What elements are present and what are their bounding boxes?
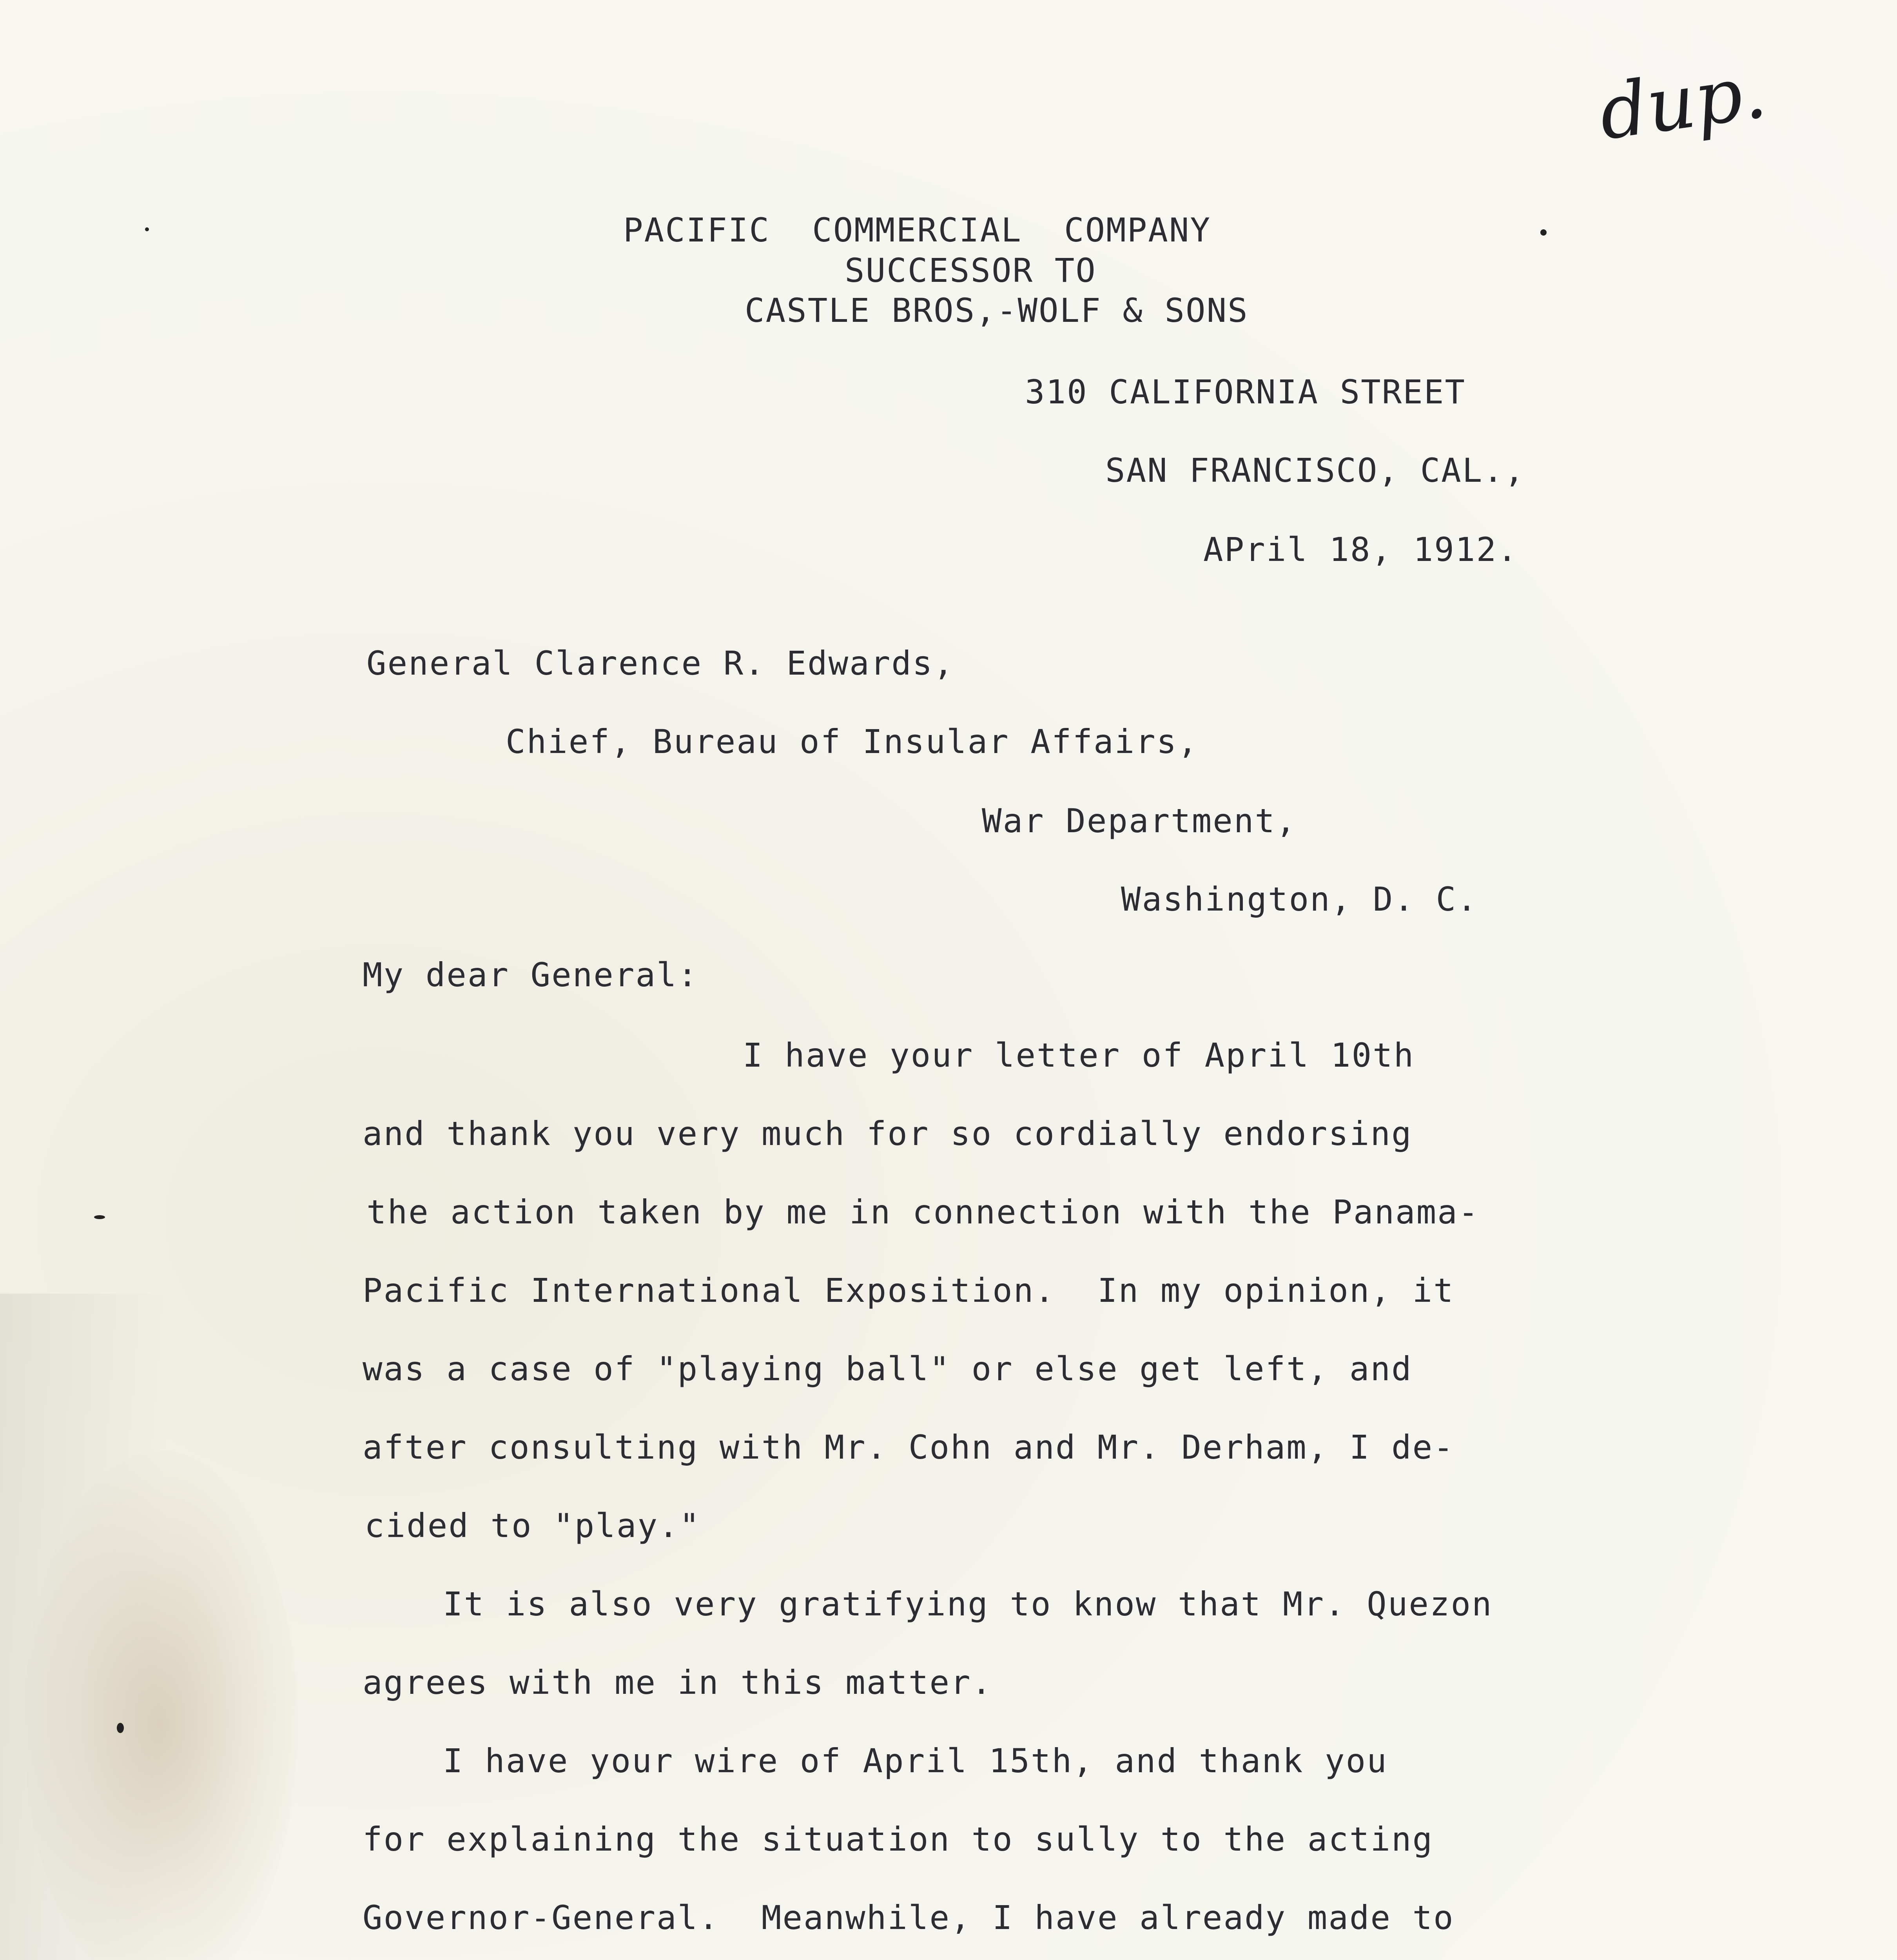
body-line: the action taken by me in connection with the Panama- [366, 1193, 1480, 1231]
paper-speck [117, 1723, 124, 1733]
body-line: I have your letter of April 10th [743, 1036, 1415, 1074]
paper-speck [1540, 229, 1547, 236]
body-line: It is also very gratifying to know that Mr. Quezon [443, 1585, 1493, 1623]
paper-speck [145, 227, 149, 231]
address-street: 310 CALIFORNIA STREET [1025, 373, 1466, 411]
handwritten-annotation: dup. [1594, 47, 1772, 157]
body-line: I have your wire of April 15th, and thank you [443, 1742, 1388, 1780]
body-line: cided to "play." [365, 1506, 701, 1545]
address-city: SAN FRANCISCO, CAL., [1105, 451, 1525, 490]
body-line: after consulting with Mr. Cohn and Mr. Derham, I de- [363, 1428, 1454, 1466]
body-line: and thank you very much for so cordially endorsing [363, 1114, 1413, 1153]
body-line: Pacific International Exposition. In my opinion, it [363, 1271, 1454, 1310]
letterhead-successor: SUCCESSOR TO [845, 251, 1097, 290]
body-line: was a case of "playing ball" or else get left, and [363, 1350, 1413, 1388]
body-line: for explaining the situation to sully to the acting [363, 1820, 1434, 1858]
letterhead-predecessor: CASTLE BROS,-WOLF & SONS [745, 291, 1249, 330]
body-line: Governor-General. Meanwhile, I have already made to [363, 1898, 1454, 1937]
letter-date: APril 18, 1912. [1203, 530, 1518, 569]
recipient-title: Chief, Bureau of Insular Affairs, [506, 722, 1199, 761]
recipient-location: Washington, D. C. [1121, 880, 1478, 918]
letterhead-company: PACIFIC COMMERCIAL COMPANY [623, 211, 1211, 249]
paper-speck [94, 1215, 105, 1219]
body-line: agrees with me in this matter. [363, 1663, 993, 1702]
recipient-department: War Department, [982, 802, 1297, 840]
recipient-name: General Clarence R. Edwards, [366, 644, 955, 682]
salutation: My dear General: [363, 956, 699, 994]
